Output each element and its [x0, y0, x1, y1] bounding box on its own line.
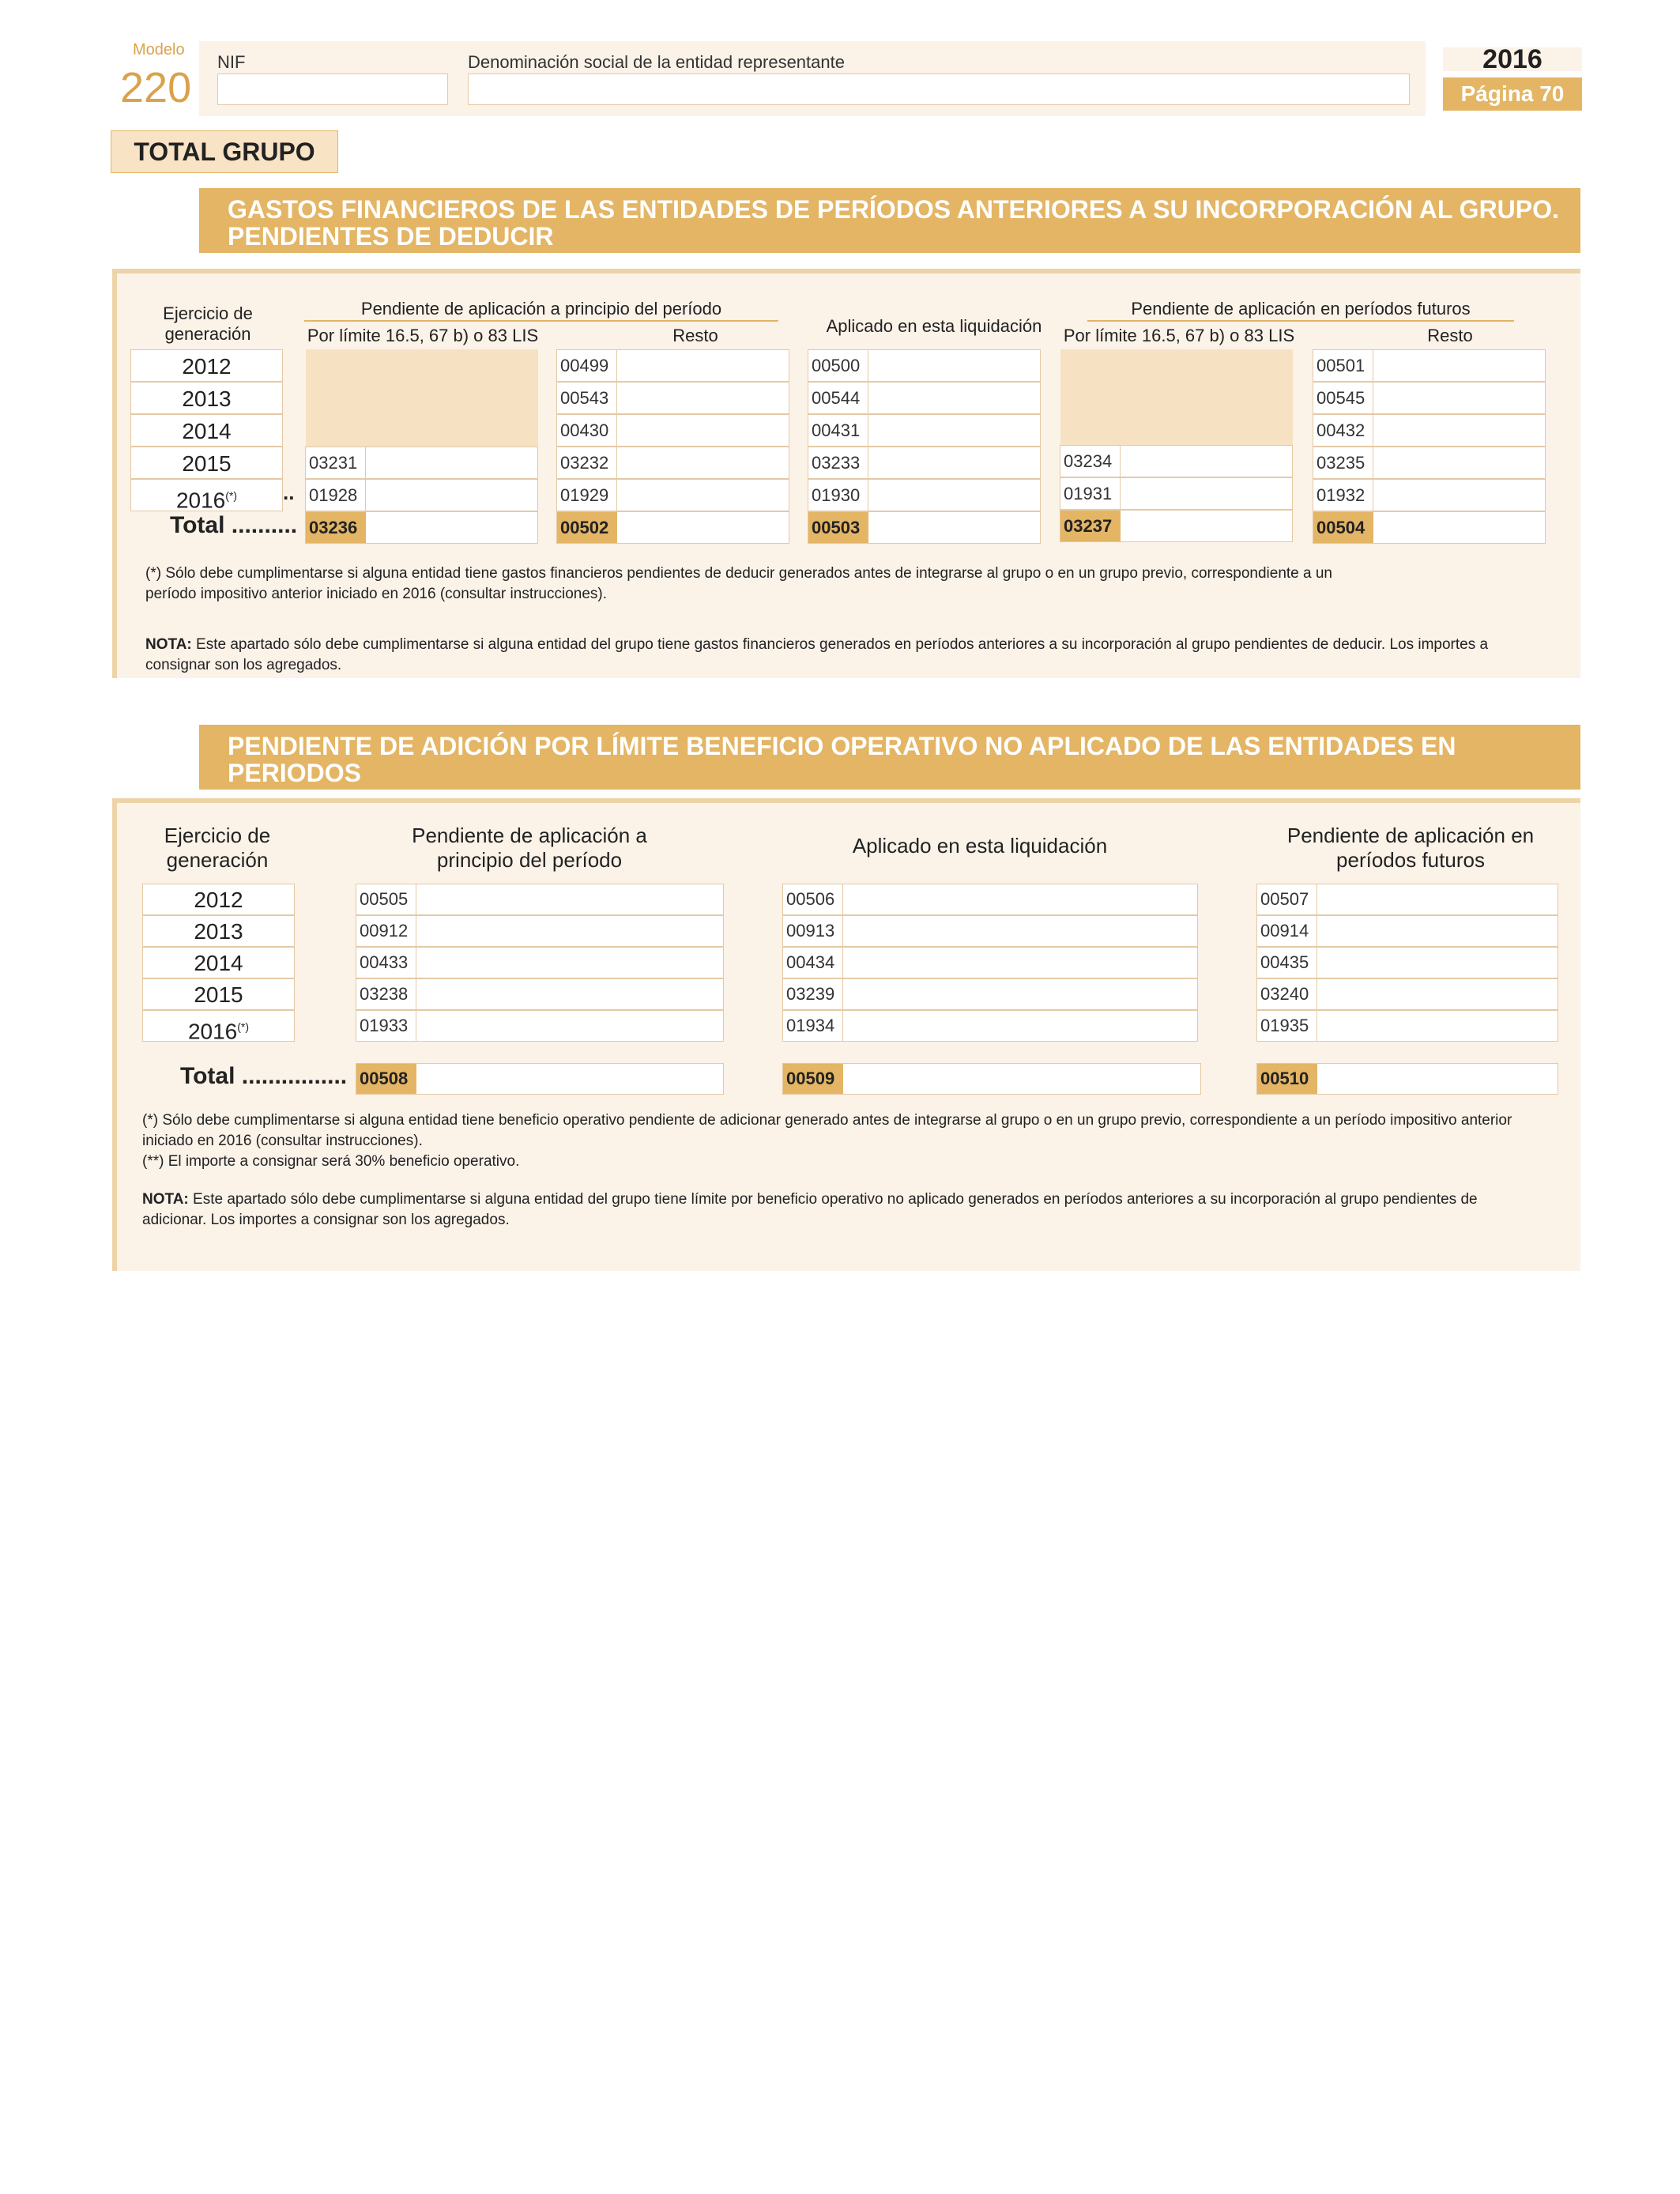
- s1-code-01928: 01928: [306, 480, 366, 511]
- s1-field-00499[interactable]: [556, 349, 789, 382]
- s2-header-futuros: [1256, 824, 1565, 873]
- s1-sub-resto: Resto: [672, 326, 718, 345]
- s1-field-00500[interactable]: [808, 349, 1041, 382]
- s1-code-01931: 01931: [1060, 478, 1121, 509]
- s2-field-00434[interactable]: [782, 947, 1198, 978]
- s2-footnotes: [142, 1110, 1565, 1172]
- s2-code-03239: 03239: [783, 979, 843, 1009]
- section1-title: [199, 188, 1580, 253]
- s2-code-00433: 00433: [356, 948, 416, 978]
- s1-header-ejercicio-l1: Ejercicio de: [163, 303, 253, 323]
- total-grupo-badge: TOTAL GRUPO: [111, 130, 338, 173]
- s2-field-01935[interactable]: [1256, 1010, 1558, 1042]
- s1-shade-inicio: [306, 349, 538, 447]
- s1-nota: [145, 635, 1568, 676]
- s1-field-00430[interactable]: [556, 414, 789, 447]
- s2-code-00507: 00507: [1257, 884, 1317, 914]
- s1-code-03237: 03237: [1060, 511, 1121, 541]
- s1-code-00430: 00430: [557, 415, 617, 446]
- s2-year-2016-text: 2016: [187, 1019, 238, 1044]
- denominacion-field[interactable]: [468, 74, 1410, 105]
- s2-field-01934[interactable]: [782, 1010, 1198, 1042]
- s2-header-futuros-l1: Pendiente de aplicación en: [1286, 824, 1535, 847]
- s2-code-01935: 01935: [1257, 1011, 1317, 1041]
- s1-field-01930[interactable]: [808, 479, 1041, 511]
- s1-header-ejercicio: [133, 303, 283, 345]
- s2-year-2012: 2012: [142, 884, 295, 915]
- s1-code-00499: 00499: [557, 350, 617, 381]
- s1-code-00503: 00503: [808, 512, 868, 543]
- s1-nota-line2: consignar son los agregados.: [145, 657, 342, 673]
- s2-field-00433[interactable]: [356, 947, 724, 978]
- nif-field[interactable]: [217, 74, 448, 105]
- s2-field-01933[interactable]: [356, 1010, 724, 1042]
- s1-code-00504: 00504: [1313, 512, 1373, 543]
- s1-field-00502[interactable]: [556, 511, 789, 544]
- s1-code-00545: 00545: [1313, 383, 1373, 413]
- s2-field-00435[interactable]: [1256, 947, 1558, 978]
- s2-code-00508: 00508: [356, 1064, 416, 1094]
- modelo-number: 220: [120, 64, 192, 111]
- s1-year-2016-text: 2016: [175, 488, 226, 513]
- s1-footnote-line2: período impositivo anterior iniciado en 2016 (consultar instrucciones).: [145, 586, 608, 602]
- s1-field-03235[interactable]: [1313, 447, 1546, 479]
- s2-year-2016: [142, 1010, 295, 1042]
- s1-code-00501: 00501: [1313, 350, 1373, 381]
- s1-code-00432: 00432: [1313, 415, 1373, 446]
- s1-code-01930: 01930: [808, 480, 868, 511]
- s2-code-00913: 00913: [783, 916, 843, 946]
- s1-code-01929: 01929: [557, 480, 617, 511]
- s2-field-03239[interactable]: [782, 978, 1198, 1010]
- section2-title-line1: PENDIENTE DE ADICIÓN POR LÍMITE BENEFICIO OPERATIVO NO APLICADO DE LAS ENTIDADES EN PERIODOS: [228, 732, 1456, 787]
- s1-field-01929[interactable]: [556, 479, 789, 511]
- section2-title: [199, 725, 1580, 790]
- s1-code-03234: 03234: [1060, 446, 1121, 477]
- s1-code-03235: 03235: [1313, 447, 1373, 478]
- s2-header-aplicado: Aplicado en esta liquidación: [852, 834, 1108, 858]
- s1-code-03236: 03236: [306, 512, 366, 543]
- s2-year-2013: 2013: [142, 915, 295, 947]
- s1-field-01931[interactable]: [1060, 477, 1293, 510]
- s1-year-2012: 2012: [130, 349, 283, 382]
- s2-code-00912: 00912: [356, 916, 416, 946]
- s2-footnote1-line1: (*) Sólo debe cumplimentarse si alguna entidad tiene beneficio operativo pendiente de adicionar generado antes de integrarse al grupo o en un grupo previo, correspondiente a un período impositivo anterior: [142, 1112, 1512, 1129]
- s2-field-00913[interactable]: [782, 915, 1198, 947]
- s1-code-00544: 00544: [808, 383, 868, 413]
- s2-total-label: Total ................: [180, 1063, 348, 1089]
- s1-field-03233[interactable]: [808, 447, 1041, 479]
- s1-header-pend-inicio: Pendiente de aplicación a principio del período: [360, 299, 722, 319]
- s2-field-00912[interactable]: [356, 915, 724, 947]
- s2-field-00508[interactable]: [356, 1063, 724, 1095]
- s2-header-inicio-l1: Pendiente de aplicación a: [412, 824, 647, 847]
- s1-field-00432[interactable]: [1313, 414, 1546, 447]
- s2-code-00510: 00510: [1257, 1064, 1317, 1094]
- s1-underline-futuros: [1087, 320, 1514, 322]
- s1-field-00431[interactable]: [808, 414, 1041, 447]
- s2-field-00507[interactable]: [1256, 884, 1558, 915]
- s2-field-00914[interactable]: [1256, 915, 1558, 947]
- s2-nota-line2: adicionar. Los importes a consignar son los agregados.: [142, 1212, 510, 1228]
- s1-field-00543[interactable]: [556, 382, 789, 414]
- s1-year-2013: 2013: [130, 382, 283, 414]
- s2-footnote1-line2: iniciado en 2016 (consultar instrucciones).: [142, 1133, 423, 1149]
- s2-header-futuros-l2: períodos futuros: [1336, 848, 1485, 872]
- s2-nota: [142, 1189, 1565, 1231]
- s2-code-03238: 03238: [356, 979, 416, 1009]
- s1-underline-inicio: [304, 320, 778, 322]
- s2-field-03240[interactable]: [1256, 978, 1558, 1010]
- s1-field-01928[interactable]: [305, 479, 538, 511]
- s1-year-2014: 2014: [130, 414, 283, 447]
- s1-year-2015: 2015: [130, 447, 283, 479]
- nif-label: NIF: [217, 52, 246, 72]
- s1-code-03233: 03233: [808, 447, 868, 478]
- s2-code-00505: 00505: [356, 884, 416, 914]
- s1-field-03237[interactable]: [1060, 510, 1293, 542]
- s2-field-00506[interactable]: [782, 884, 1198, 915]
- s1-year-mark: (*): [225, 489, 238, 502]
- page-badge: Página 70: [1443, 77, 1582, 111]
- s2-code-00914: 00914: [1257, 916, 1317, 946]
- s1-code-00500: 00500: [808, 350, 868, 381]
- year-badge: 2016: [1443, 47, 1582, 71]
- s2-code-03240: 03240: [1257, 979, 1317, 1009]
- s2-header-ejercicio-l1: Ejercicio de: [164, 824, 271, 847]
- s1-nota-line1: Este apartado sólo debe cumplimentarse si alguna entidad del grupo tiene gastos financieros generados en períodos anteriores a su incorporación al grupo pendientes de deducir. Los importes a: [191, 636, 1489, 653]
- s1-footnote-line1: (*) Sólo debe cumplimentarse si alguna entidad tiene gastos financieros pendientes de deducir generados antes de integrarse al grupo o en un grupo previo, correspondiente a un: [145, 565, 1332, 582]
- denominacion-label: Denominación social de la entidad representante: [468, 52, 845, 72]
- s2-field-00505[interactable]: [356, 884, 724, 915]
- s1-dots: ..: [283, 481, 295, 504]
- section1-title-line2: PENDIENTES DE DEDUCIR: [228, 222, 554, 251]
- s1-code-00543: 00543: [557, 383, 617, 413]
- s2-nota-label: NOTA:: [142, 1191, 189, 1208]
- s2-year-mark: (*): [237, 1020, 250, 1033]
- s1-field-03236[interactable]: [305, 511, 538, 544]
- s2-field-00509[interactable]: [782, 1063, 1201, 1095]
- s1-header-aplicado: Aplicado en esta liquidación: [826, 316, 1042, 336]
- s2-code-00506: 00506: [783, 884, 843, 914]
- s2-code-00434: 00434: [783, 948, 843, 978]
- s2-header-inicio: [356, 824, 703, 873]
- s1-field-03232[interactable]: [556, 447, 789, 479]
- s2-code-01934: 01934: [783, 1011, 843, 1041]
- s2-year-2015: 2015: [142, 978, 295, 1010]
- s1-code-01932: 01932: [1313, 480, 1373, 511]
- s1-field-03231[interactable]: [305, 447, 538, 479]
- s2-code-01933: 01933: [356, 1011, 416, 1041]
- s1-field-00501[interactable]: [1313, 349, 1546, 382]
- s1-field-00504[interactable]: [1313, 511, 1546, 544]
- s2-code-00509: 00509: [783, 1064, 843, 1094]
- s1-header-pend-futuros: Pendiente de aplicación en períodos futuros: [1131, 299, 1471, 319]
- s1-code-03231: 03231: [306, 447, 366, 478]
- section1-title-line1: GASTOS FINANCIEROS DE LAS ENTIDADES DE PERÍODOS ANTERIORES A SU INCORPORACIÓN AL GRUPO.: [228, 195, 1559, 224]
- s1-field-03234[interactable]: [1060, 445, 1293, 477]
- s2-year-2014: 2014: [142, 947, 295, 978]
- s1-footnote: [145, 564, 1568, 605]
- s1-shade-futuros: [1060, 349, 1293, 447]
- modelo-label: Modelo: [133, 41, 185, 58]
- s1-code-00431: 00431: [808, 415, 868, 446]
- s1-year-2016: [130, 479, 283, 511]
- s2-nota-line1: Este apartado sólo debe cumplimentarse si alguna entidad del grupo tiene límite por beneficio operativo no aplicado generados en períodos anteriores a su incorporación al grupo pendientes de: [188, 1191, 1478, 1208]
- s1-nota-label: NOTA:: [145, 636, 192, 653]
- s2-code-00435: 00435: [1257, 948, 1317, 978]
- s2-header-inicio-l2: principio del período: [436, 848, 623, 872]
- s2-header-ejercicio: [138, 824, 296, 873]
- s2-field-00510[interactable]: [1256, 1063, 1558, 1095]
- s2-field-03238[interactable]: [356, 978, 724, 1010]
- s2-footnote2: (**) El importe a consignar será 30% beneficio operativo.: [142, 1153, 520, 1170]
- s1-sub-limite-2: Por límite 16.5, 67 b) o 83 LIS: [1063, 326, 1295, 345]
- s1-header-ejercicio-l2: generación: [164, 324, 251, 344]
- s1-code-00502: 00502: [557, 512, 617, 543]
- s1-field-00544[interactable]: [808, 382, 1041, 414]
- s1-total-label: Total ..........: [170, 512, 298, 538]
- s1-sub-resto-2: Resto: [1427, 326, 1473, 345]
- s2-header-ejercicio-l2: generación: [166, 848, 269, 872]
- s1-field-00503[interactable]: [808, 511, 1041, 544]
- s1-field-01932[interactable]: [1313, 479, 1546, 511]
- s1-field-00545[interactable]: [1313, 382, 1546, 414]
- s1-code-03232: 03232: [557, 447, 617, 478]
- s1-sub-limite: Por límite 16.5, 67 b) o 83 LIS: [307, 326, 539, 345]
